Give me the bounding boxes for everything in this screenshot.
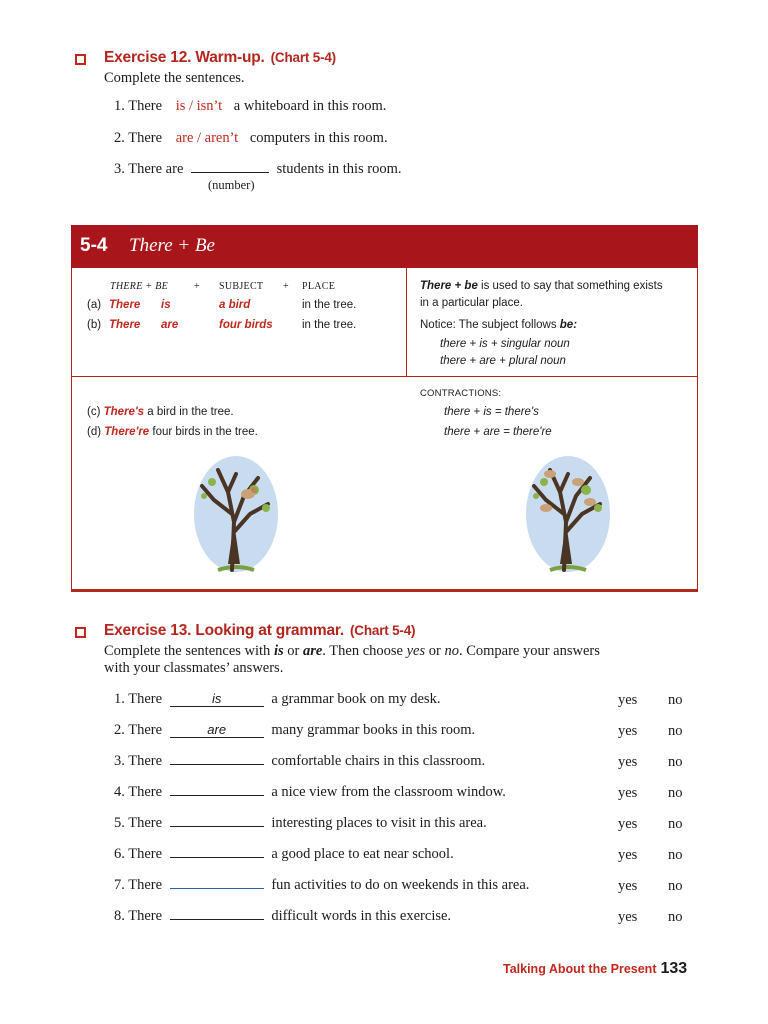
item-post: students in this room. [276,161,402,177]
item-number: 1. [114,98,125,114]
exercise-13-item-4 [114,784,506,801]
item-number: 3. [114,161,125,177]
exercise-12-checkbox[interactable] [75,54,86,65]
no-option[interactable]: no [668,723,683,739]
yes-option[interactable]: yes [618,723,638,739]
header-there-be: THERE + BE [110,281,169,292]
example-c [87,406,234,418]
instr-b: or [283,643,303,659]
explanation-term: There + be [420,280,478,292]
yes-option[interactable]: yes [618,847,638,863]
item-number: 7. [114,877,125,893]
item-post: a grammar book on my desk. [271,691,441,707]
item-pre: There are [128,161,184,177]
instr-d: or [425,643,445,659]
example-b-label: (b) [87,319,102,331]
page-number: 133 [660,960,688,977]
exercise-12-chart-ref: (Chart 5-4) [270,50,336,65]
header-plus-2: + [283,281,289,292]
item-post: a nice view from the classroom window. [271,784,506,800]
header-subject: SUBJECT [219,281,264,292]
item-post: many grammar books in this room. [271,722,476,738]
example-c-rest: a bird in the tree. [144,406,234,418]
example-d-bold: There're [104,426,150,438]
answer-blank[interactable] [170,764,264,765]
answer-blank[interactable]: is [170,692,264,707]
example-a-subject: a bird [219,299,251,311]
no-option[interactable]: no [668,816,683,832]
chart-divider-horizontal [71,376,698,377]
item-pre: There [128,784,163,800]
item-number: 6. [114,846,125,862]
chart-number: 5-4 [80,235,108,256]
item-pre: There [128,815,163,831]
example-b-there: There [109,319,141,331]
exercise-13-checkbox[interactable] [75,627,86,638]
item-pre: There [128,691,163,707]
item-number: 8. [114,908,125,924]
exercise-13-item-1 [114,691,440,708]
item-pre: There [128,908,163,924]
no-option[interactable]: no [668,754,683,770]
yes-option[interactable]: yes [618,785,638,801]
answer-blank[interactable] [170,795,264,796]
answer-blank[interactable]: are [170,723,264,738]
example-b-be: are [161,319,179,331]
exercise-12-item-1 [114,98,386,115]
header-plus-1: + [194,281,200,292]
exercise-13-item-6 [114,846,454,863]
instr-is: is [273,643,284,659]
item-pre: There [128,877,163,893]
item-number: 1. [114,691,125,707]
blank-note: (number) [208,178,255,192]
answer-blank[interactable] [170,888,264,889]
exercise-13-item-7 [114,877,529,894]
instr-no: no [444,643,459,659]
no-option[interactable]: no [668,692,683,708]
instr-e: . Compare your answers [458,643,600,659]
exercise-13-item-2 [114,722,475,739]
yes-option[interactable]: yes [618,909,638,925]
exercise-13-title-text: Exercise 13. Looking at grammar. [104,622,344,639]
example-d-label: (d) [87,426,102,438]
example-a-there: There [109,299,141,311]
item-pre: There [128,722,163,738]
rule-plural: there + are + plural noun [440,355,566,367]
no-option[interactable]: no [668,847,683,863]
yes-option[interactable]: yes [618,754,638,770]
exercise-13-item-5 [114,815,487,832]
item-post: difficult words in this exercise. [271,908,452,924]
item-pre: There [128,753,163,769]
item-post: interesting places to visit in this area. [271,815,487,831]
item-post: computers in this room. [249,130,388,146]
example-d [87,426,258,438]
explanation-line-2: in a particular place. [420,297,523,309]
instr-a: Complete the sentences with [104,643,274,659]
yes-option[interactable]: yes [618,816,638,832]
explanation-rest: is used to say that something exists [477,280,663,292]
yes-option[interactable]: yes [618,878,638,894]
instr-yes: yes [406,643,426,659]
item-post: a whiteboard in this room. [233,98,387,114]
notice-be: be: [559,319,578,331]
exercise-12-item-3 [114,161,402,178]
exercise-12-title [104,49,336,67]
instr-c: . Then choose [322,643,407,659]
chart-title: There + Be [129,235,215,256]
footer-section-title: Talking About the Present [503,962,657,976]
chart-header [71,225,698,268]
instr-line-2: with your classmates’ answers. [104,660,284,676]
no-option[interactable]: no [668,785,683,801]
example-a-be: is [161,299,171,311]
explanation-notice [420,319,577,331]
example-a-place: in the tree. [302,299,357,311]
example-c-bold: There's [103,406,145,418]
item-number: 2. [114,722,125,738]
exercise-12-item-2 [114,130,388,147]
answer-blank[interactable] [170,826,264,827]
exercise-13-instruction [104,643,704,677]
rule-singular: there + is + singular noun [440,338,570,350]
item-post: comfortable chairs in this classroom. [271,753,486,769]
explanation-line-1 [420,280,663,292]
no-option[interactable]: no [668,909,683,925]
exercise-13-item-8 [114,908,451,925]
exercise-13-chart-ref: (Chart 5-4) [350,623,416,638]
example-a-label: (a) [87,299,102,311]
no-option[interactable]: no [668,878,683,894]
contraction-1: there + is = there's [444,406,539,418]
example-b-place: in the tree. [302,319,357,331]
tree-four-birds-illustration [520,452,618,580]
page-footer [503,960,687,978]
contractions-heading: CONTRACTIONS: [420,388,502,399]
item-post: fun activities to do on weekends in this area. [271,877,530,893]
yes-option[interactable]: yes [618,692,638,708]
exercise-12-instruction: Complete the sentences. [104,70,245,86]
example-c-label: (c) [87,406,101,418]
example-b-subject: four birds [219,319,273,331]
item-number: 3. [114,753,125,769]
item-answer: is / isn’t [175,98,223,114]
tree-one-bird-illustration [188,452,286,580]
instr-are: are [302,643,323,659]
item-pre: There [128,846,163,862]
item-post: a good place to eat near school. [271,846,454,862]
notice-text: Notice: The subject follows [420,319,560,331]
answer-blank[interactable] [170,919,264,920]
item-number: 2. [114,130,125,146]
contraction-2: there + are = there're [444,426,552,438]
item-answer: are / aren’t [175,130,239,146]
exercise-12-title-text: Exercise 12. Warm-up. [104,49,265,66]
chart-bottom-rule [71,589,698,592]
item-number: 4. [114,784,125,800]
header-place: PLACE [302,281,336,292]
blank-number[interactable] [191,172,269,173]
answer-blank[interactable] [170,857,264,858]
example-d-rest: four birds in the tree. [149,426,258,438]
item-number: 5. [114,815,125,831]
exercise-13-item-3 [114,753,485,770]
item-pre: There [128,130,163,146]
exercise-13-title [104,622,415,640]
item-pre: There [128,98,163,114]
chart-divider-vertical [406,268,407,376]
